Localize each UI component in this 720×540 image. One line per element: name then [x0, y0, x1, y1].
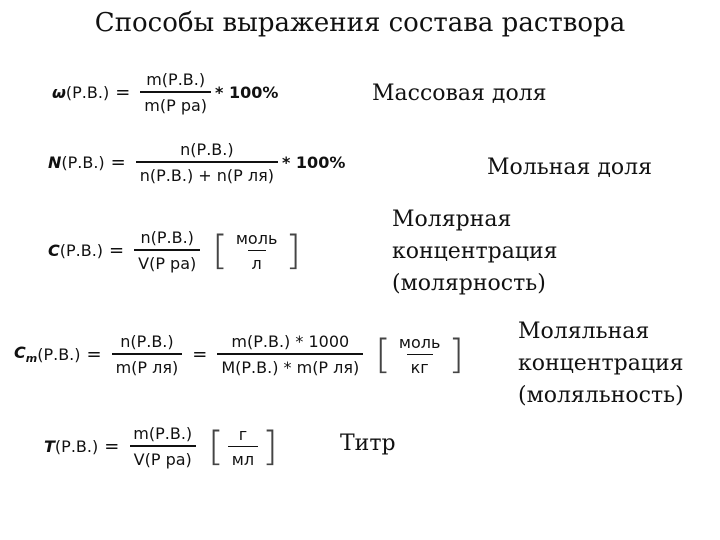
page-title: Способы выражения состава раствора — [94, 8, 626, 38]
label-line: Титр — [340, 431, 396, 456]
multiplier: * 100% — [281, 153, 346, 172]
lhs-arg: (Р.В.) — [54, 437, 99, 456]
fraction — [112, 332, 183, 377]
fraction — [136, 140, 278, 185]
numerator: n(Р.В.) — [140, 228, 194, 247]
label-line: (молярность) — [392, 271, 546, 296]
unit-denominator: мл — [228, 446, 258, 469]
lhs-symbol: $C_m$ — [14, 343, 38, 366]
numerator: m(Р.В.) * 1000 — [231, 332, 350, 351]
equals-sign: = — [109, 240, 125, 261]
unit-fraction — [228, 425, 258, 469]
denominator: n(Р.В.) + n(Р ля) — [136, 161, 278, 185]
unit-fraction — [395, 333, 445, 377]
right-bracket: ] — [285, 227, 301, 274]
left-bracket: [ — [208, 423, 224, 470]
label-line: концентрация — [518, 351, 684, 376]
lhs-arg: (Р.В.) — [61, 153, 105, 172]
lhs-symbol: N — [48, 153, 62, 172]
equals-sign: = — [110, 152, 126, 173]
fraction — [134, 228, 200, 273]
left-bracket: [ — [212, 227, 228, 274]
label-molality — [518, 316, 684, 412]
label-line: (моляльность) — [518, 383, 684, 408]
denominator: m(Р ра) — [140, 91, 211, 115]
label-line: Массовая доля — [372, 81, 547, 106]
lhs-arg: (Р.В.) — [37, 345, 81, 364]
left-bracket: [ — [375, 331, 391, 378]
numerator: n(Р.В.) — [180, 140, 234, 159]
formula-titre — [44, 424, 278, 469]
formula-molarity — [48, 228, 301, 273]
label-line: Мольная доля — [487, 155, 653, 180]
numerator: n(Р.В.) — [120, 332, 174, 351]
label-mass-fraction — [372, 78, 547, 110]
right-bracket: ] — [262, 423, 278, 470]
unit-numerator: моль — [398, 332, 441, 352]
unit — [208, 425, 278, 469]
fraction-2 — [217, 332, 363, 377]
lhs-symbol: ω — [52, 83, 66, 102]
unit — [375, 333, 464, 377]
equals-sign: = — [104, 436, 120, 457]
unit-denominator: кг — [407, 354, 433, 377]
fraction — [129, 424, 196, 469]
right-bracket: ] — [448, 331, 464, 378]
equals-sign: = — [192, 344, 208, 365]
label-titre — [340, 428, 396, 460]
formula-mass-fraction — [52, 70, 278, 115]
numerator: m(Р.В.) — [146, 70, 206, 89]
label-mole-fraction — [487, 152, 652, 184]
lhs-arg: (Р.В.) — [59, 241, 104, 260]
unit-fraction — [232, 229, 282, 273]
denominator: M(Р.В.) * m(Р ля) — [217, 353, 363, 377]
formula-mole-fraction — [48, 140, 345, 185]
lhs-symbol: C — [48, 241, 60, 260]
lhs-arg: (Р.В.) — [65, 83, 110, 102]
label-line: Молярная — [392, 207, 512, 232]
multiplier: * 100% — [215, 83, 279, 102]
lhs-subscript: m — [25, 352, 38, 366]
unit-numerator: моль — [235, 228, 278, 248]
formula-molality — [14, 332, 464, 377]
unit-denominator: л — [248, 250, 266, 273]
equals-sign: = — [115, 82, 131, 103]
unit — [212, 229, 301, 273]
label-molarity — [392, 204, 558, 300]
label-line: Моляльная — [518, 319, 650, 344]
denominator: V(Р ра) — [134, 249, 200, 273]
fraction — [140, 70, 211, 115]
denominator: m(Р ля) — [112, 353, 183, 377]
numerator: m(Р.В.) — [133, 424, 193, 443]
denominator: V(Р ра) — [130, 445, 196, 469]
equals-sign: = — [86, 344, 102, 365]
lhs-symbol: T — [44, 437, 55, 456]
unit-numerator: г — [238, 424, 248, 444]
label-line: концентрация — [392, 239, 558, 264]
